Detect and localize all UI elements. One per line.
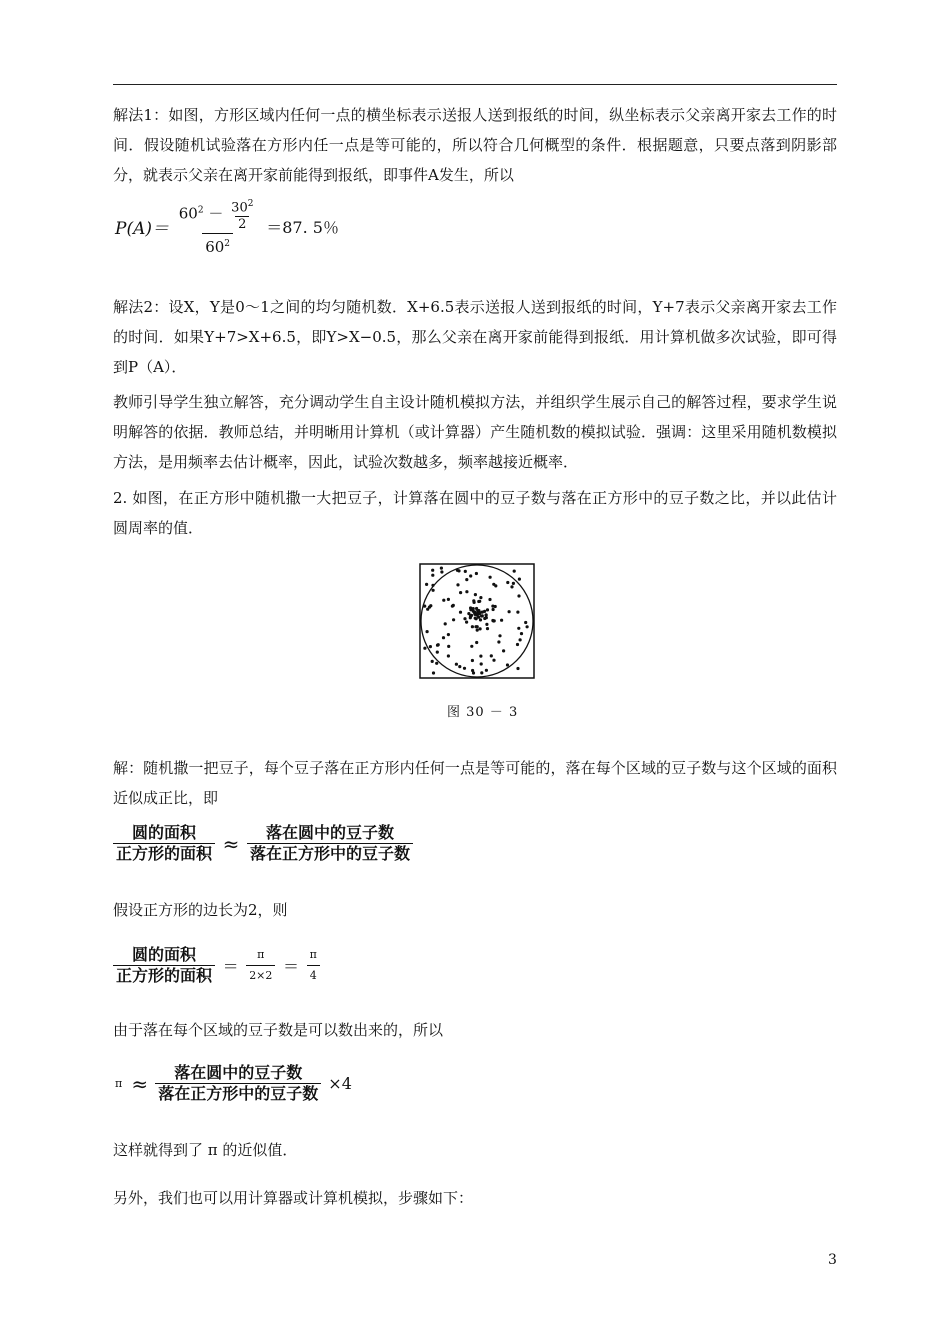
bean-dot [486, 627, 489, 630]
approx-paragraph: 这样就得到了 π 的近似值． [113, 1141, 298, 1159]
bean-dot [493, 619, 496, 622]
method1-paragraph: 解法1：如图，方形区域内任何一点的横坐标表示送报人送到报纸的时间，纵坐标表示父亲离开家去工作的时间．假设随机试验落在方形内任一点是等可能的，所以符合几何概型的条件．根据题意，只要点落到阴影部分，就表示父亲在离开家前能得到报纸，即事件A发生，所以 [113, 106, 837, 184]
bean-dot [516, 643, 519, 646]
bean-dot [442, 599, 445, 602]
bean-dot [470, 645, 473, 648]
bean-dot [471, 659, 474, 662]
four-den: 4 [307, 965, 320, 986]
count-ratio-2-num: 落在圆中的豆子数 [174, 1063, 303, 1082]
bean-dot [458, 665, 461, 668]
circle-outline [421, 565, 533, 677]
equals-sign-1: ＝ [222, 957, 239, 976]
inner-denominator: 2 [235, 216, 249, 233]
bean-dot [442, 636, 445, 639]
bean-dot [463, 667, 466, 670]
bean-dot [440, 570, 443, 573]
probability-fraction [176, 196, 260, 257]
bean-dot [480, 662, 483, 665]
bean-dot [459, 611, 462, 614]
pi-estimate-formula [113, 1063, 354, 1104]
method2-paragraph: 解法2：设X，Y是0～1之间的均匀随机数．X+6.5表示送报人送到报纸的时间，Y+7表示父亲离开家去工作的时间．如果Y+7>X+6.5，即Y>X−0.5，那么父亲在离开家前能得到报纸．用计算机做多次试验，即可得到P（A）． [113, 298, 837, 376]
bean-dot [456, 583, 459, 586]
count-ratio-den: 落在正方形中的豆子数 [247, 843, 413, 864]
bean-dot [517, 594, 520, 597]
bean-dot [490, 654, 493, 657]
bean-dot [470, 614, 473, 617]
bean-dot [455, 663, 458, 666]
bean-dot [469, 574, 472, 577]
bean-dot [431, 569, 434, 572]
bean-dot [519, 638, 522, 641]
formula-rhs: ＝87. 5％ [266, 218, 339, 238]
bean-dot [475, 641, 478, 644]
header-rule [113, 84, 837, 85]
num-a-exp: 2 [197, 205, 204, 216]
bean-dot [486, 608, 489, 611]
bean-dot [435, 662, 438, 665]
minus-sign: － [208, 204, 224, 223]
bean-dot [473, 610, 476, 613]
solution-paragraph: 解：随机撒一把豆子，每个豆子落在正方形内任何一点是等可能的，落在每个区域的豆子数与这个区域的面积近似成正比，即 [113, 759, 837, 807]
bean-dot [447, 633, 450, 636]
bean-dot [479, 627, 482, 630]
area-ratio-num: 圆的面积 [132, 823, 197, 842]
bean-dot [479, 596, 482, 599]
bean-dot [512, 582, 515, 585]
bean-dot [426, 608, 429, 611]
pi-area-formula [113, 945, 320, 986]
bean-dot [485, 669, 488, 672]
bean-dot [526, 625, 529, 628]
bean-dot [489, 576, 492, 579]
assume-paragraph: 假设正方形的边长为2，则 [113, 901, 288, 919]
bean-dot [485, 623, 488, 626]
bean-dot [423, 647, 426, 650]
bean-dot [476, 625, 479, 628]
bean-dot [480, 614, 483, 617]
bean-dot [472, 599, 475, 602]
bean-dot [425, 583, 428, 586]
formula-lhs: P(A)＝ [115, 219, 169, 240]
bean-dot [465, 578, 468, 581]
approx-sign-2: ≈ [131, 1071, 149, 1096]
fraction-numerator [176, 196, 260, 233]
bean-dot [506, 663, 509, 666]
bean-dot [474, 593, 477, 596]
bean-dot [483, 610, 486, 613]
bean-dot [475, 572, 478, 575]
bean-dot [475, 617, 478, 620]
problem2-paragraph: 2. 如图，在正方形中随机撒一大把豆子，计算落在圆中的豆子数与落在正方形中的豆子数之比，并以此估计圆周率的值． [113, 489, 837, 537]
bean-dot [517, 627, 520, 630]
bean-dot [488, 598, 491, 601]
equals-sign-2: ＝ [282, 957, 299, 976]
bean-dot [476, 629, 479, 632]
inner-numerator [228, 196, 256, 216]
bean-dot [513, 570, 516, 573]
bean-dot [476, 614, 479, 617]
bean-dot [485, 616, 488, 619]
pi-over-4 [307, 945, 320, 986]
bean-dot [492, 659, 495, 662]
bean-dot [464, 570, 467, 573]
bean-dot [510, 585, 513, 588]
bean-dot [437, 643, 440, 646]
count-ratio-2 [155, 1063, 321, 1104]
bean-dot [426, 630, 429, 633]
inner-fraction [228, 196, 256, 233]
bean-dot [465, 590, 468, 593]
bean-dots [423, 567, 529, 675]
times-four: ×4 [328, 1074, 352, 1093]
bean-dot [491, 605, 494, 608]
bean-dot [485, 613, 488, 616]
bean-dot [465, 621, 468, 624]
pi-num-2: π [309, 948, 317, 961]
page-number: 3 [828, 1252, 837, 1268]
bean-dot [447, 645, 450, 648]
teacher-paragraph: 教师引导学生独立解答，充分调动学生自主设计随机模拟方法，并组织学生展示自己的解答过程，要求学生说明解答的依据．教师总结，并明晰用计算机（或计算器）产生随机数的模拟试验．强调：这里采用随机数模拟方法，是用频率去估计概率，因此，试验次数越多，频率越接近概率． [113, 393, 837, 471]
den-exp: 2 [224, 239, 231, 250]
probability-formula [113, 196, 341, 257]
beans-figure [419, 563, 535, 679]
area-ratio-2 [113, 945, 215, 986]
bean-dot [516, 667, 519, 670]
other-paragraph: 另外，我们也可以用计算器或计算机模拟，步骤如下： [113, 1189, 474, 1207]
bean-dot [508, 610, 511, 613]
fraction-denominator [202, 233, 233, 257]
bean-dot [469, 606, 472, 609]
pi-num: π [257, 948, 265, 961]
bean-dot [457, 569, 460, 572]
bean-dot [494, 584, 497, 587]
den-value: 60 [205, 238, 225, 257]
bean-dot [447, 598, 450, 601]
num-b-exp: 2 [247, 199, 254, 209]
bean-dot [432, 671, 435, 674]
pi-symbol: π [115, 1077, 123, 1090]
bean-dot [459, 591, 462, 594]
bean-dot [436, 651, 439, 654]
count-ratio-num: 落在圆中的豆子数 [265, 823, 394, 842]
bean-dot [497, 640, 500, 643]
figure-caption: 图 30 － 3 [447, 705, 519, 720]
countable-paragraph: 由于落在每个区域的豆子数是可以数出来的，所以 [113, 1021, 444, 1039]
bean-dot [432, 589, 435, 592]
bean-dot [431, 574, 434, 577]
bean-dot [502, 649, 505, 652]
count-ratio [247, 823, 413, 864]
bean-dot [500, 619, 503, 622]
bean-dot [506, 581, 509, 584]
bean-dot [423, 605, 426, 608]
area-ratio [113, 823, 215, 864]
bean-dot [492, 608, 495, 611]
bean-dot [498, 634, 501, 637]
bean-dot [478, 611, 481, 614]
bean-dot [447, 654, 450, 657]
area-ratio-2-den: 正方形的面积 [113, 965, 215, 986]
num-a: 60 [178, 204, 198, 223]
bean-dot [524, 621, 527, 624]
bean-dot [480, 671, 483, 674]
approx-sign: ≈ [222, 831, 240, 856]
bean-dot [477, 600, 480, 603]
bean-dot [452, 604, 455, 607]
bean-dot [520, 632, 523, 635]
bean-dot [429, 645, 432, 648]
bean-dot [518, 578, 521, 581]
two-by-two: 2×2 [246, 965, 275, 986]
bean-dot [479, 618, 482, 621]
bean-dot [444, 622, 447, 625]
area-ratio-2-num: 圆的面积 [132, 945, 197, 964]
area-ratio-den: 正方形的面积 [113, 843, 215, 864]
bean-dot [471, 625, 474, 628]
bean-dot [452, 618, 455, 621]
bean-dot [463, 617, 466, 620]
bean-dot [440, 567, 443, 570]
bean-dot [431, 584, 434, 587]
bean-dot [479, 655, 482, 658]
ratio-formula [113, 823, 413, 864]
bean-dot [431, 660, 434, 663]
num-b: 30 [231, 200, 248, 216]
bean-dot [472, 671, 475, 674]
pi-over-2x2 [246, 945, 275, 986]
count-ratio-2-den: 落在正方形中的豆子数 [155, 1083, 321, 1104]
bean-dot [516, 611, 519, 614]
